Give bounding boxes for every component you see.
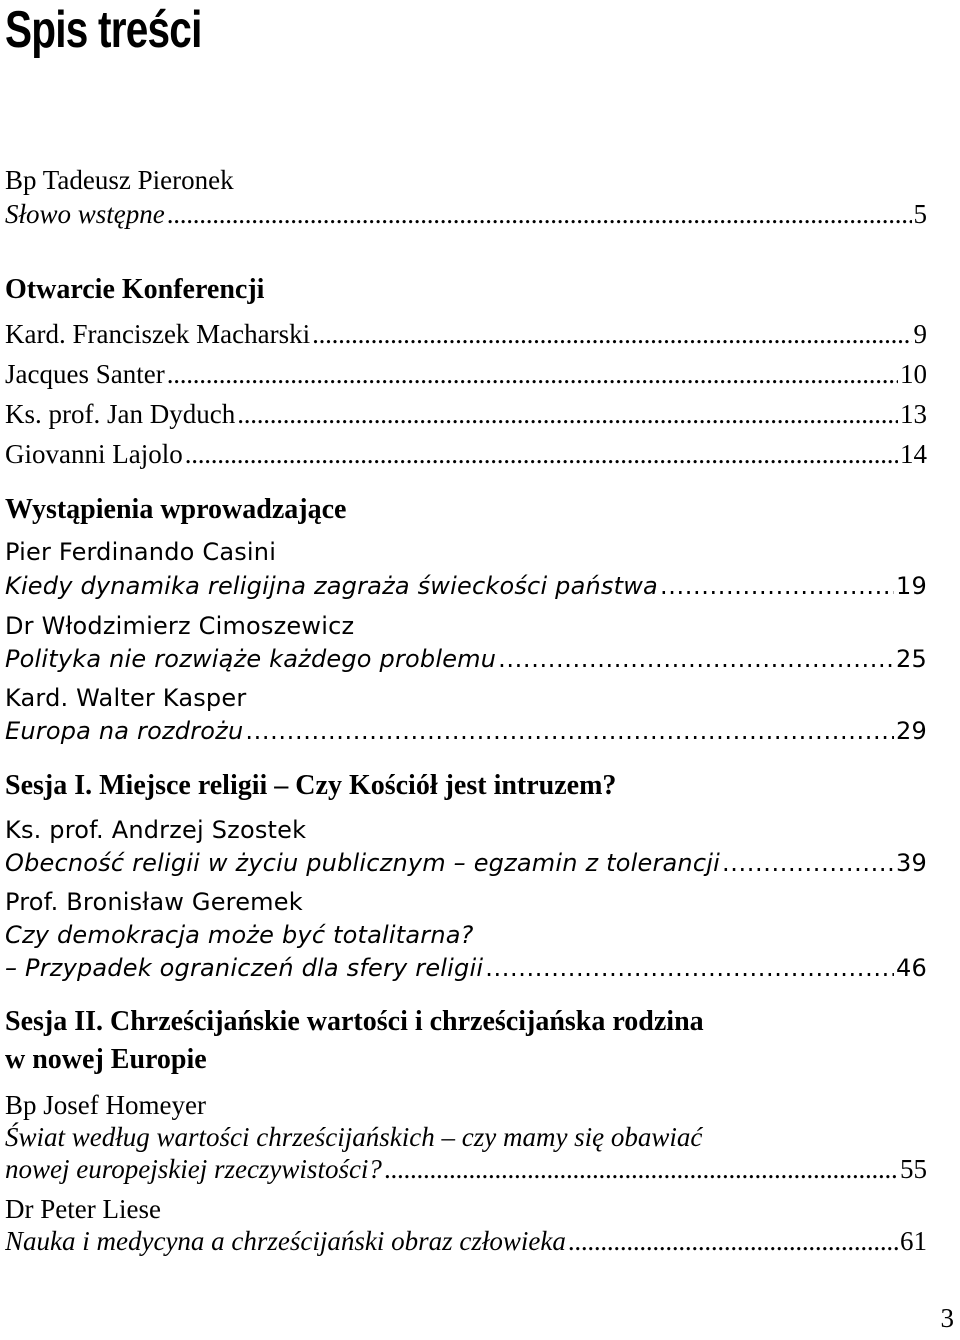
- entry-page: 39: [896, 849, 927, 877]
- session1-author-szostek: Ks. prof. Andrzej Szostek: [5, 816, 307, 844]
- dot-leader: [568, 1225, 898, 1257]
- dot-leader: [237, 398, 898, 430]
- entry-page: 5: [913, 199, 927, 229]
- session1-author-geremek: Prof. Bronisław Geremek: [5, 888, 303, 916]
- toc-entry-casini[interactable]: [5, 570, 927, 602]
- section-heading-session2-line2: w nowej Europie: [5, 1044, 207, 1075]
- entry-page: 55: [900, 1154, 927, 1184]
- entry-author: Giovanni Lajolo: [5, 439, 183, 469]
- entry-author: Kard. Franciszek Macharski: [5, 319, 311, 349]
- page-number: 3: [940, 1303, 954, 1333]
- entry-page: 25: [896, 645, 927, 673]
- entry-author: Ks. prof. Jan Dyduch: [5, 399, 236, 429]
- entry-title: Europa na rozdrożu: [5, 717, 244, 745]
- dot-leader: [185, 438, 898, 470]
- dot-leader: [498, 643, 894, 675]
- entry-page: 61: [900, 1226, 927, 1256]
- entry-title-line2: – Przypadek ograniczeń dla sfery religii: [5, 954, 484, 982]
- intro-author-cimoszewicz: Dr Włodzimierz Cimoszewicz: [5, 612, 355, 640]
- entry-page: 19: [896, 572, 927, 600]
- entry-page: 14: [900, 439, 927, 469]
- entry-page: 10: [900, 359, 927, 389]
- toc-entry-preface[interactable]: [5, 198, 927, 230]
- session2-author-homeyer: Bp Josef Homeyer: [5, 1090, 206, 1120]
- entry-title: Słowo wstępne: [5, 199, 165, 229]
- toc-entry-szostek[interactable]: [5, 847, 927, 879]
- dot-leader: [722, 847, 894, 879]
- entry-title: Polityka nie rozwiąże każdego problemu: [5, 645, 497, 673]
- toc-entry-lajolo[interactable]: [5, 438, 927, 470]
- toc-entry-homeyer[interactable]: [5, 1153, 927, 1185]
- entry-title: Nauka i medycyna a chrześcijański obraz człowieka: [5, 1226, 566, 1256]
- toc-entry-geremek[interactable]: [5, 952, 927, 984]
- toc-entry-kasper[interactable]: [5, 715, 927, 747]
- toc-entry-santer[interactable]: [5, 358, 927, 390]
- entry-page: 46: [896, 954, 927, 982]
- entry-title-line2: nowej europejskiej rzeczywistości?: [5, 1154, 382, 1184]
- section-heading-intro: Wystąpienia wprowadzające: [5, 494, 347, 525]
- page-title: Spis treści: [5, 1, 202, 59]
- section-heading-session1: Sesja I. Miejsce religii – Czy Kościół jest intruzem?: [5, 770, 617, 801]
- session2-author-liese: Dr Peter Liese: [5, 1194, 161, 1224]
- entry-page: 13: [900, 399, 927, 429]
- dot-leader: [660, 570, 894, 602]
- preface-author: Bp Tadeusz Pieronek: [5, 165, 234, 195]
- dot-leader: [312, 318, 911, 350]
- intro-author-casini: Pier Ferdinando Casini: [5, 538, 277, 566]
- dot-leader: [485, 952, 894, 984]
- dot-leader: [384, 1153, 898, 1185]
- toc-entry-cimoszewicz[interactable]: [5, 643, 927, 675]
- entry-title: Obecność religii w życiu publicznym – egzamin z tolerancji: [5, 849, 720, 877]
- dot-leader: [167, 358, 898, 390]
- section-heading-session2-line1: Sesja II. Chrześcijańskie wartości i chrześcijańska rodzina: [5, 1006, 704, 1037]
- toc-entry-macharski[interactable]: [5, 318, 927, 350]
- entry-title-line1: Świat według wartości chrześcijańskich – czy mamy się obawiać: [5, 1122, 703, 1152]
- entry-title-line1: Czy demokracja może być totalitarna?: [5, 921, 474, 949]
- entry-page: 9: [913, 319, 927, 349]
- toc-entry-dyduch[interactable]: [5, 398, 927, 430]
- section-heading-opening: Otwarcie Konferencji: [5, 274, 265, 305]
- entry-page: 29: [896, 717, 927, 745]
- intro-author-kasper: Kard. Walter Kasper: [5, 684, 247, 712]
- entry-author: Jacques Santer: [5, 359, 165, 389]
- dot-leader: [167, 198, 912, 230]
- entry-title: Kiedy dynamika religijna zagraża świeckości państwa: [5, 572, 658, 600]
- dot-leader: [245, 715, 894, 747]
- toc-entry-liese[interactable]: [5, 1225, 927, 1257]
